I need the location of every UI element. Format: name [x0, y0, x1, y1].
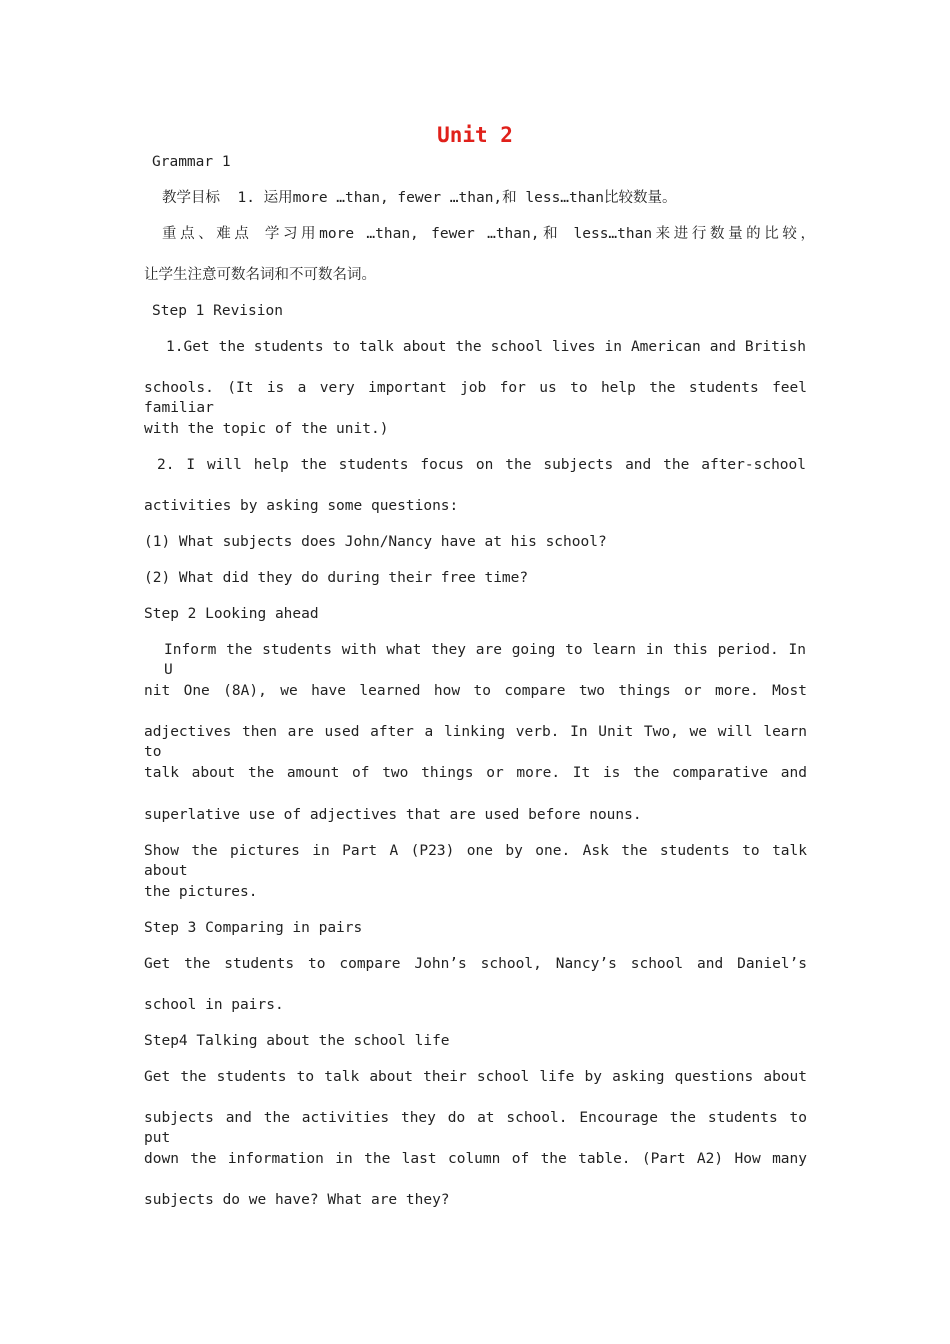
paragraph-line: Get the students to compare John’s school, Nancy’s school and Daniel’s [144, 956, 807, 972]
paragraph-line: the pictures. [144, 884, 258, 900]
paragraph-line: subjects do we have? What are they? [144, 1192, 450, 1208]
paragraph-line: nit One (8A), we have learned how to compare two things or more. Most [144, 683, 807, 699]
paragraph-line: with the topic of the unit.) [144, 421, 389, 437]
step4-heading: Step4 Talking about the school life [144, 1033, 450, 1049]
paragraph-line: 1.Get the students to talk about the school lives in American and British [166, 339, 806, 355]
step2-heading: Step 2 Looking ahead [144, 606, 319, 622]
paragraph-line: schools. (It is a very important job for us to help the students feel familiar [144, 380, 807, 416]
section-heading: Grammar 1 [152, 154, 231, 170]
question-item: (1) What subjects does John/Nancy have at his school? [144, 534, 607, 550]
unit-title: Unit 2 [437, 123, 513, 147]
key-points-cont: 让学生注意可数名词和不可数名词。 [144, 267, 376, 283]
paragraph-line: talk about the amount of two things or more. It is the comparative and [144, 765, 807, 781]
teaching-objective: 教学目标 1. 运用more …than, fewer …than,和 less…than比较数量。 [162, 190, 677, 206]
paragraph-line: subjects and the activities they do at school. Encourage the students to put [144, 1110, 807, 1146]
question-item: (2) What did they do during their free time? [144, 570, 529, 586]
paragraph-line: 2. I will help the students focus on the subjects and the after-school [157, 457, 806, 473]
paragraph-line: superlative use of adjectives that are used before nouns. [144, 807, 642, 823]
paragraph-line: adjectives then are used after a linking verb. In Unit Two, we will learn to [144, 724, 807, 760]
paragraph-line: Show the pictures in Part A (P23) one by one. Ask the students to talk about [144, 843, 807, 879]
paragraph-line: school in pairs. [144, 997, 284, 1013]
paragraph-line: Get the students to talk about their school life by asking questions about [144, 1069, 807, 1085]
paragraph-line: Inform the students with what they are going to learn in this period. In U [164, 642, 806, 678]
step1-heading: Step 1 Revision [152, 303, 283, 319]
paragraph-line: activities by asking some questions: [144, 498, 459, 514]
key-points: 重点、难点 学习用more …than, fewer …than,和 less…than来进行数量的比较， [162, 226, 815, 242]
paragraph-line: down the information in the last column of the table. (Part A2) How many [144, 1151, 807, 1167]
step3-heading: Step 3 Comparing in pairs [144, 920, 363, 936]
